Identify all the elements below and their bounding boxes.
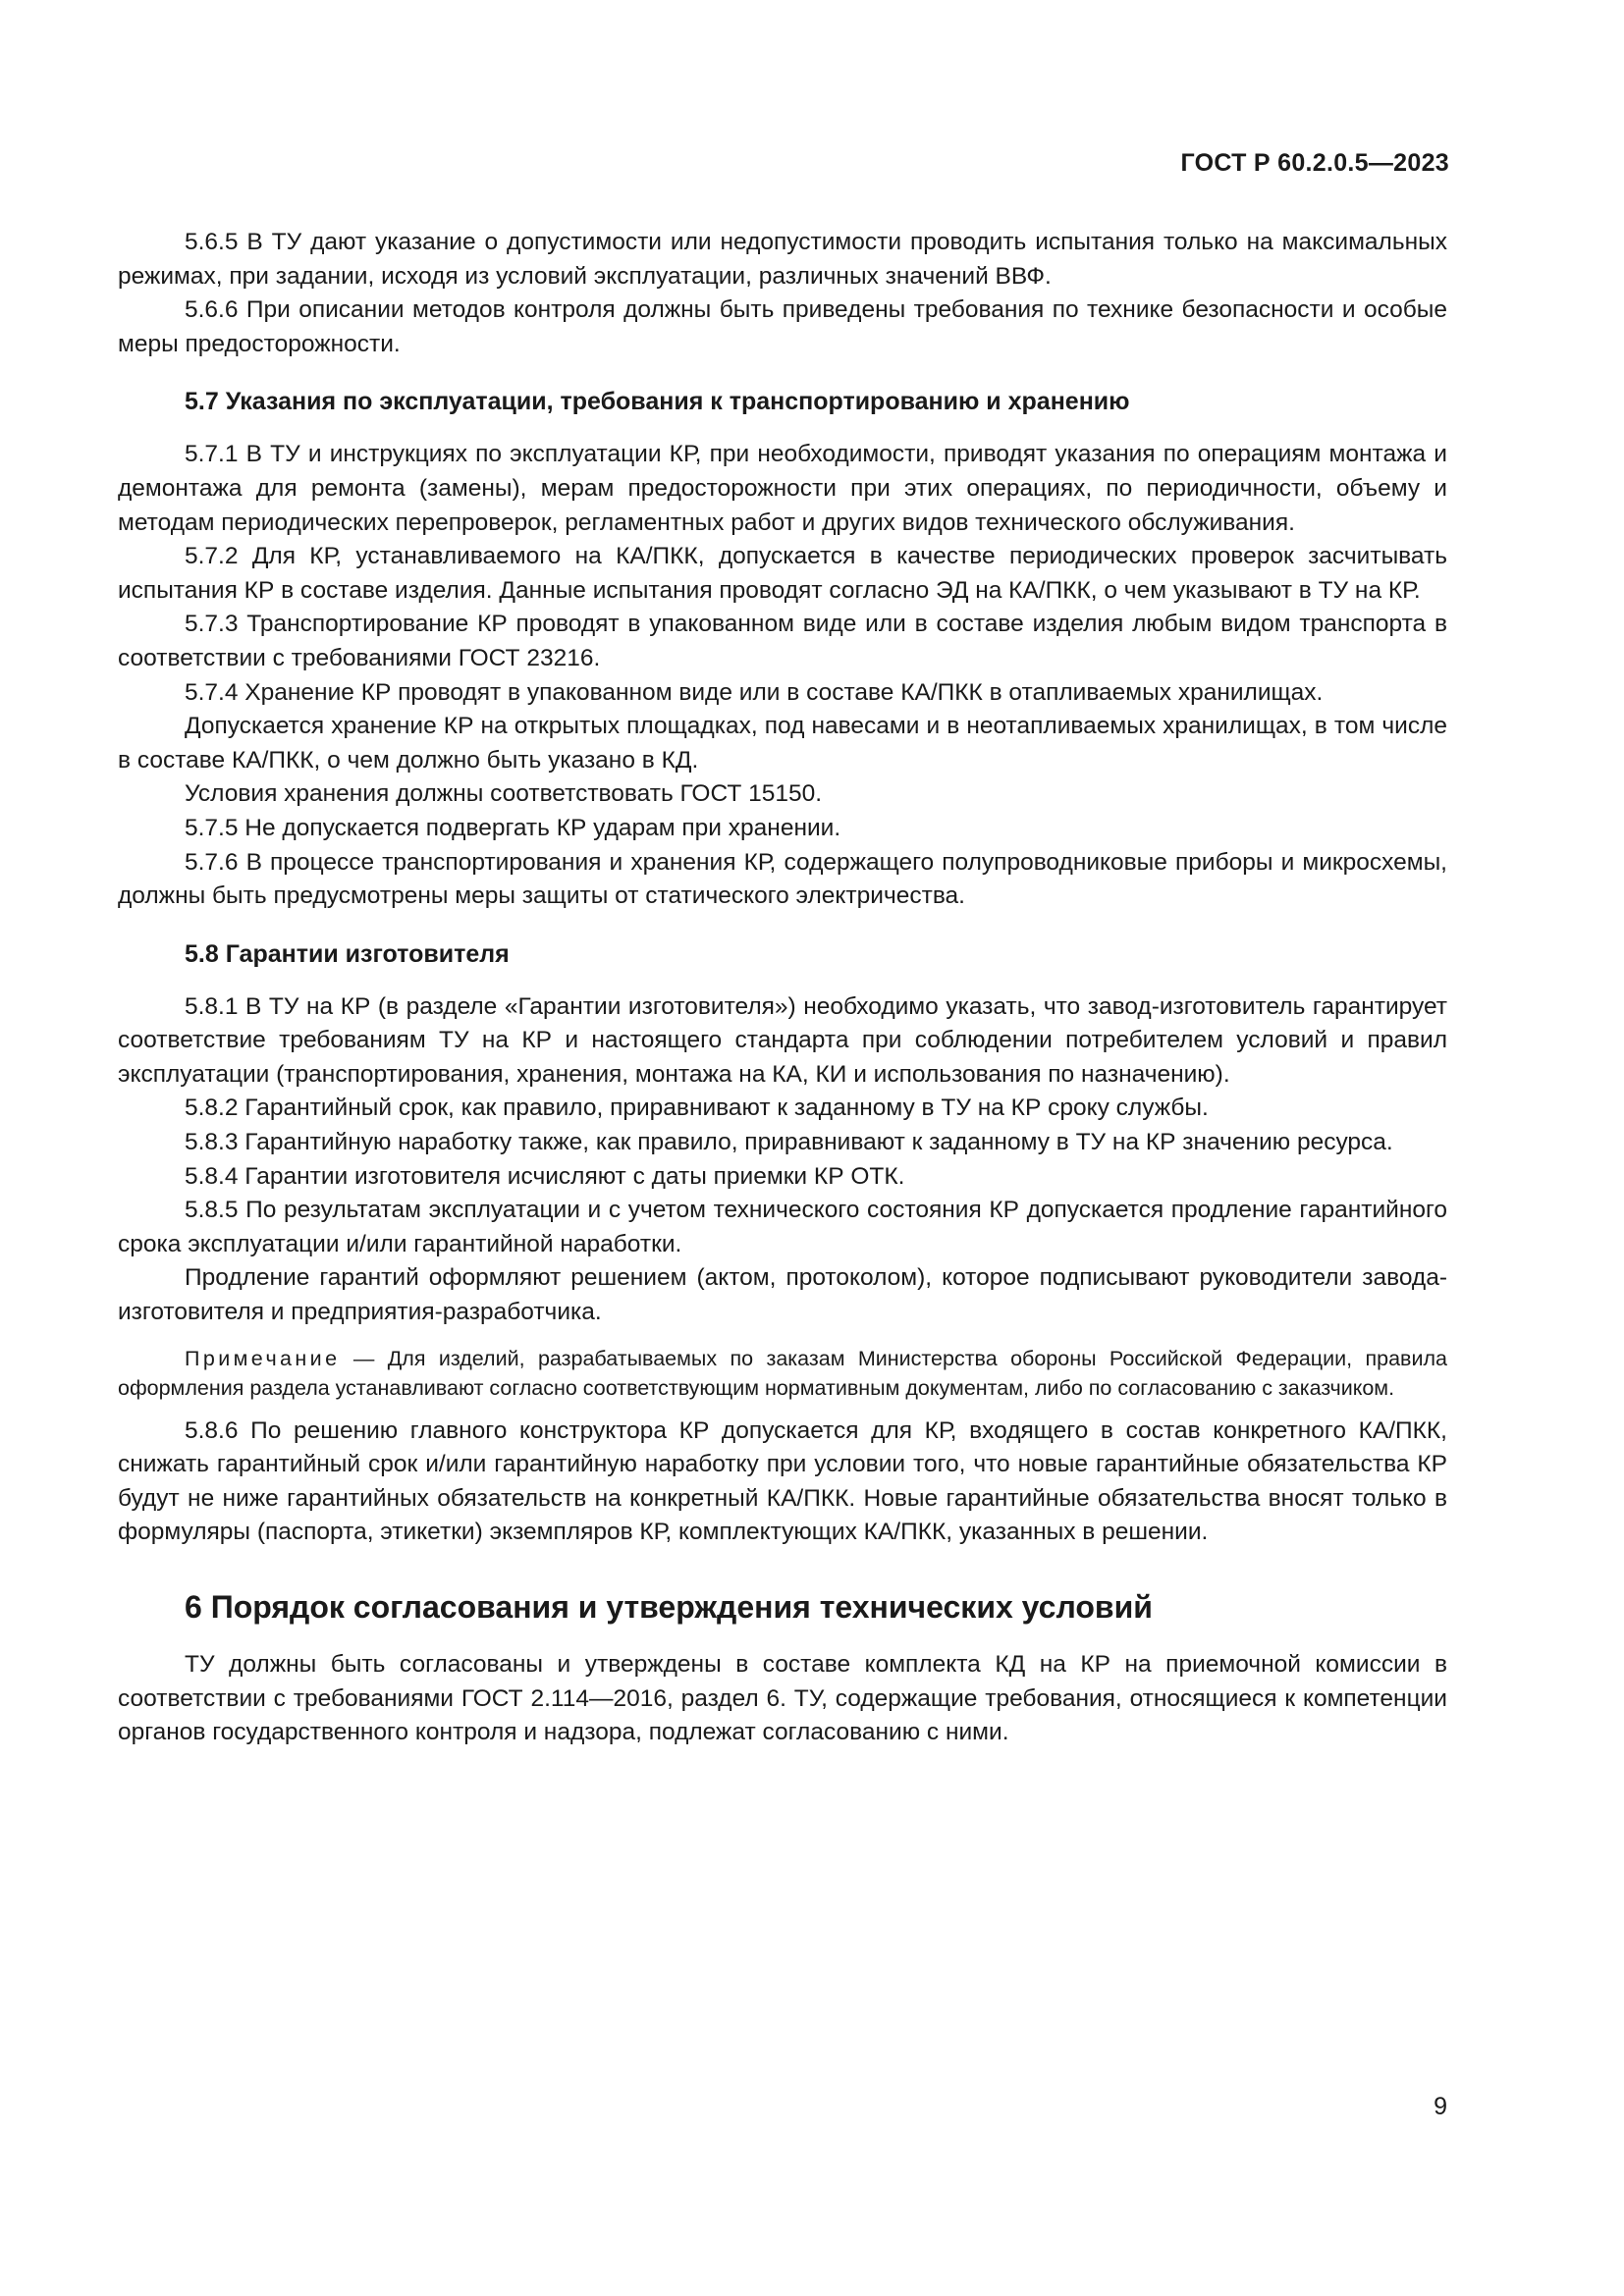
paragraph-5-7-4-conditions: Условия хранения должны соответствовать ГОСТ 15150.	[185, 780, 823, 808]
section-heading-5-7: 5.7 Указания по эксплуатации, требования к транспортированию и хранению	[185, 388, 1130, 416]
paragraph-5-8-4: 5.8.4 Гарантии изготовителя исчисляют с даты приемки КР ОТК.	[185, 1162, 905, 1190]
paragraph-5-7-5: 5.7.5 Не допускается подвергать КР ударам при хранении.	[185, 814, 841, 841]
paragraph-5-7-1: 5.7.1 В ТУ и инструкциях по эксплуатации КР, при необходимости, приводят указания по операциям монтажа и демонтажа для ремонта (замены), мерам предосторожности при этих операциях, по периодичности, объему и методам периодических перепроверок, регламентных работ и других видов технического обслуживания.	[118, 441, 1447, 536]
paragraph-5-7-4-open-storage: Допускается хранение КР на открытых площадках, под навесами и в неотапливаемых хранилищах, в том числе в составе КА/ПКК, о чем должно быть указано в КД.	[118, 713, 1447, 774]
paragraph-5-8-3: 5.8.3 Гарантийную наработку также, как правило, приравнивают к заданному в ТУ на КР значению ресурса.	[185, 1129, 1393, 1156]
paragraph-5-7-2: 5.7.2 Для КР, устанавливаемого на КА/ПКК, допускается в качестве периодических проверок засчитывать испытания КР в составе изделия. Данные испытания проводят согласно ЭД на КА/ПКК, о чем указывают в ТУ на КР.	[118, 543, 1447, 604]
section-heading-6: 6 Порядок согласования и утверждения технических условий	[185, 1589, 1153, 1625]
paragraph-5-8-1: 5.8.1 В ТУ на КР (в разделе «Гарантии изготовителя») необходимо указать, что завод-изготовитель гарантирует соответствие требованиям ТУ на КР и настоящего стандарта при соблюдении потребителем условий и правил эксплуатации (транспортирования, хранения, монтажа на КА, КИ и использования по назначению).	[118, 992, 1447, 1088]
note-label: Примечание	[185, 1346, 341, 1370]
paragraph-5-7-4: 5.7.4 Хранение КР проводят в упакованном виде или в составе КА/ПКК в отапливаемых хранилищах.	[185, 678, 1324, 706]
paragraph-5-7-3: 5.7.3 Транспортирование КР проводят в упакованном виде или в составе изделия любым видом транспорта в соответствии с требованиями ГОСТ 23216.	[118, 611, 1447, 671]
note-text: — Для изделий, разрабатываемых по заказам Министерства обороны Российской Федерации, правила оформления раздела устанавливают согласно соответствующим нормативным документам, либо по согласованию с заказчиком.	[118, 1346, 1447, 1400]
paragraph-5-8-5: 5.8.5 По результатам эксплуатации и с учетом технического состояния КР допускается продление гарантийного срока эксплуатации и/или гарантийной наработки.	[118, 1197, 1447, 1257]
paragraph-5-8-5-extension: Продление гарантий оформляют решением (актом, протоколом), которое подписывают руководители завода-изготовителя и предприятия-разработчика.	[118, 1264, 1447, 1326]
page-number: 9	[1434, 2093, 1447, 2120]
section-heading-5-8: 5.8 Гарантии изготовителя	[185, 939, 510, 968]
paragraph-5-8-2: 5.8.2 Гарантийный срок, как правило, приравнивают к заданному в ТУ на КР сроку службы.	[185, 1095, 1209, 1122]
paragraph-6: ТУ должны быть согласованы и утверждены в составе комплекта КД на КР на приемочной комиссии в соответствии с требованиями ГОСТ 2.114—2016, раздел 6. ТУ, содержащие требования, относящиеся к компетенции органов государственного контроля и надзора, подлежат согласованию с ними.	[118, 1651, 1447, 1746]
paragraph-5-8-6: 5.8.6 По решению главного конструктора КР допускается для КР, входящего в состав конкретного КА/ПКК, снижать гарантийный срок и/или гарантийную наработку при условии того, что новые гарантийные обязательства КР будут не ниже гарантийных обязательств на конкретный КА/ПКК. Новые гарантийные обязательства вносят только в формуляры (паспорта, этикетки) экземпляров КР, комплектующих КА/ПКК, указанных в решении.	[118, 1416, 1447, 1546]
note	[118, 1344, 1447, 1403]
page-content	[118, 226, 1447, 1750]
paragraph-5-6-6: 5.6.6 При описании методов контроля должны быть приведены требования по технике безопасности и особые меры предосторожности.	[118, 296, 1447, 357]
paragraph-5-7-6: 5.7.6 В процессе транспортирования и хранения КР, содержащего полупроводниковые приборы и микросхемы, должны быть предусмотрены меры защиты от статического электричества.	[118, 848, 1447, 910]
paragraph-5-6-5: 5.6.5 В ТУ дают указание о допустимости или недопустимости проводить испытания только на максимальных режимах, при задании, исходя из условий эксплуатации, различных значений ВВФ.	[118, 229, 1447, 290]
document-designation: ГОСТ Р 60.2.0.5—2023	[1180, 149, 1449, 177]
